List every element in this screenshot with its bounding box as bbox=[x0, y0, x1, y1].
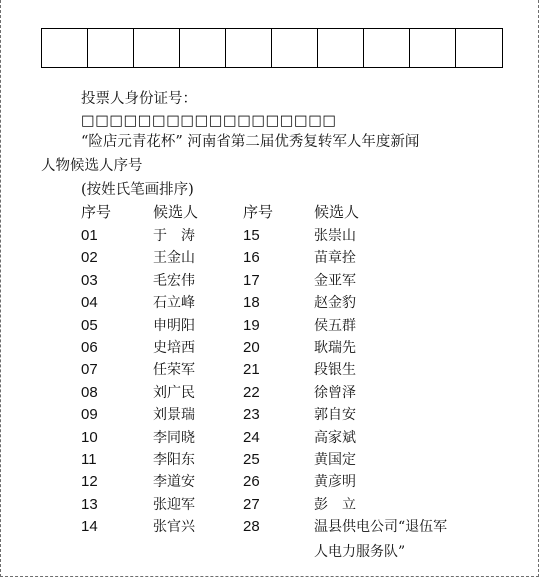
candidate-name: 赵金豹 bbox=[314, 295, 356, 312]
code-box[interactable] bbox=[364, 29, 410, 67]
candidate-name: 黄彦明 bbox=[314, 474, 356, 491]
ballot-title-line-1: “险店元青花杯” 河南省第二届优秀复转军人年度新闻 bbox=[81, 134, 420, 150]
candidate-name: 李道安 bbox=[153, 474, 195, 491]
code-box[interactable] bbox=[180, 29, 226, 67]
candidate-number: 20 bbox=[243, 338, 260, 356]
candidate-name: 耿瑞先 bbox=[314, 339, 356, 356]
candidate-number: 10 bbox=[81, 428, 98, 446]
candidate-number: 07 bbox=[81, 361, 98, 379]
candidate-name: 温县供电公司“退伍军 bbox=[314, 519, 448, 536]
candidate-number: 23 bbox=[243, 406, 260, 424]
ballot-title-line-2: 人物候选人序号 bbox=[41, 158, 143, 174]
candidate-name: 张官兴 bbox=[153, 519, 195, 536]
candidate-number: 26 bbox=[243, 473, 260, 491]
candidate-number: 22 bbox=[243, 383, 260, 401]
candidate-number: 13 bbox=[81, 495, 98, 513]
right-candidate-column bbox=[314, 226, 447, 539]
code-box[interactable] bbox=[456, 29, 502, 67]
code-box[interactable] bbox=[226, 29, 272, 67]
header-number-left: 序号 bbox=[81, 203, 112, 221]
candidate-name: 申明阳 bbox=[153, 317, 195, 334]
header-candidate-right: 候选人 bbox=[314, 203, 360, 221]
candidate-number: 01 bbox=[81, 227, 98, 244]
candidate-number: 14 bbox=[81, 518, 98, 536]
header-candidate-left: 候选人 bbox=[153, 203, 199, 221]
candidate-number: 08 bbox=[81, 383, 98, 401]
candidate-name: 侯五群 bbox=[314, 317, 356, 334]
code-box[interactable] bbox=[272, 29, 318, 67]
candidate-number: 11 bbox=[81, 450, 97, 468]
candidate-number: 06 bbox=[81, 338, 98, 356]
candidate-name: 郭自安 bbox=[314, 407, 356, 424]
sort-note: (按姓氏笔画排序) bbox=[81, 182, 194, 198]
right-number-column bbox=[243, 226, 260, 539]
candidate-name: 王金山 bbox=[153, 250, 195, 267]
left-candidate-column bbox=[153, 226, 195, 539]
candidate-name: 刘景瑞 bbox=[153, 407, 195, 424]
candidate-number: 12 bbox=[81, 473, 98, 491]
candidate-name: 苗章拴 bbox=[314, 250, 356, 267]
candidate-number: 21 bbox=[243, 361, 260, 379]
voter-id-label: 投票人身份证号： bbox=[81, 91, 197, 107]
candidate-name: 石立峰 bbox=[153, 295, 195, 312]
code-box[interactable] bbox=[88, 29, 134, 67]
candidate-name: 彭 立 bbox=[314, 496, 356, 513]
candidate-number: 27 bbox=[243, 495, 260, 513]
candidate-name: 黄国定 bbox=[314, 451, 356, 468]
candidate-number: 25 bbox=[243, 450, 260, 468]
code-box[interactable] bbox=[134, 29, 180, 67]
candidate-number: 04 bbox=[81, 294, 98, 312]
candidate-number: 17 bbox=[243, 271, 260, 289]
candidate-name: 毛宏伟 bbox=[153, 272, 195, 289]
code-box[interactable] bbox=[410, 29, 456, 67]
candidate-number: 09 bbox=[81, 406, 98, 424]
code-box[interactable] bbox=[42, 29, 88, 67]
candidate-number: 18 bbox=[243, 294, 260, 312]
candidate-number: 24 bbox=[243, 428, 260, 446]
candidate-number: 02 bbox=[81, 249, 98, 267]
code-box[interactable] bbox=[318, 29, 364, 67]
candidate-name: 徐曾泽 bbox=[314, 384, 356, 401]
candidate-number: 16 bbox=[243, 249, 260, 267]
header-number-right: 序号 bbox=[243, 203, 274, 221]
candidate-name: 张迎军 bbox=[153, 496, 195, 513]
candidate-number: 03 bbox=[81, 271, 98, 289]
candidate-name: 高家斌 bbox=[314, 429, 356, 446]
candidate-number: 28 bbox=[243, 518, 260, 536]
candidate-number: 05 bbox=[81, 316, 98, 334]
candidate-name: 李阳东 bbox=[153, 451, 195, 468]
candidate-number: 15 bbox=[243, 227, 260, 244]
code-box-row bbox=[41, 28, 503, 68]
candidate-28-continuation: 人电力服务队” bbox=[314, 544, 406, 560]
left-number-column bbox=[81, 226, 98, 539]
candidate-name: 任荣军 bbox=[153, 362, 195, 379]
candidate-number: 19 bbox=[243, 316, 260, 334]
candidate-name: 金亚军 bbox=[314, 272, 356, 289]
candidate-name: 刘广民 bbox=[153, 384, 195, 401]
candidate-name: 史培西 bbox=[153, 339, 195, 356]
candidate-name: 于 涛 bbox=[153, 228, 195, 244]
voter-id-squares[interactable]: □□□□□□□□□□□□□□□□□□ bbox=[81, 113, 337, 129]
candidate-name: 李同晓 bbox=[153, 429, 195, 446]
candidate-name: 张崇山 bbox=[314, 228, 356, 244]
candidate-name: 段银生 bbox=[314, 362, 356, 379]
